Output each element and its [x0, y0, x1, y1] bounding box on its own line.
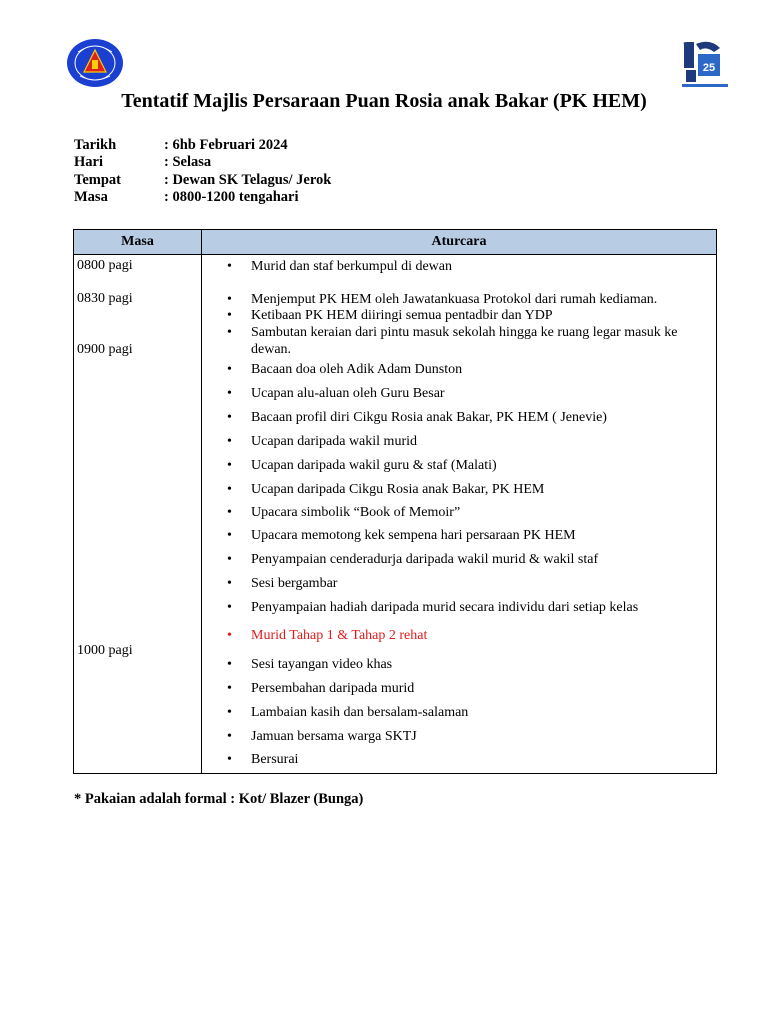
info-label: Hari: [74, 154, 103, 171]
agenda-text: Penyampaian hadiah daripada murid secara individu dari setiap kelas: [251, 600, 639, 615]
dress-code-note: * Pakaian adalah formal : Kot/ Blazer (Bunga): [74, 791, 364, 807]
agenda-item: [227, 291, 707, 308]
bullet-icon: •: [227, 657, 232, 672]
info-row-venue: [74, 172, 331, 189]
agenda-text: Sesi bergambar: [251, 576, 338, 591]
bullet-icon: •: [227, 552, 232, 567]
info-value: : Selasa: [164, 154, 212, 171]
time-cell: 1000 pagi: [77, 643, 133, 658]
logo-number: 25: [702, 62, 716, 74]
agenda-text: Lambaian kasih dan bersalam-salaman: [251, 705, 469, 720]
agenda-item: [227, 385, 707, 402]
agenda-item: [227, 527, 707, 544]
agenda-item: [227, 457, 707, 474]
agenda-item: [227, 361, 707, 378]
bullet-icon: •: [227, 600, 232, 615]
bullet-icon: •: [227, 482, 232, 497]
agenda-item: [227, 680, 707, 697]
bullet-icon: •: [227, 308, 232, 323]
header-aturcara: Aturcara: [431, 234, 487, 249]
bullet-icon: •: [227, 528, 232, 543]
agenda-item: [227, 751, 707, 768]
column-divider: [201, 230, 202, 773]
event-info: [74, 137, 331, 206]
agenda-text: Ucapan alu-aluan oleh Guru Besar: [251, 386, 445, 401]
agenda-item: [227, 324, 707, 358]
agenda-text: Ucapan daripada Cikgu Rosia anak Bakar, PK HEM: [251, 482, 545, 497]
agenda-item: [227, 307, 707, 324]
agenda-item: [227, 409, 707, 426]
agenda-text: Persembahan daripada murid: [251, 681, 415, 696]
agenda-text: Ucapan daripada wakil guru & staf (Malati): [251, 458, 497, 473]
info-value: : 6hb Februari 2024: [164, 137, 288, 153]
agenda-item: [227, 481, 707, 498]
bullet-icon: •: [227, 681, 232, 696]
agenda-text: Bacaan profil diri Cikgu Rosia anak Bakar, PK HEM ( Jenevie): [251, 410, 607, 425]
agenda-item: [227, 258, 707, 275]
table-header: [74, 230, 716, 255]
agenda-text: Upacara memotong kek sempena hari persaraan PK HEM: [251, 528, 576, 543]
page-title: Tentatif Majlis Persaraan Puan Rosia anak Bakar (PK HEM): [121, 90, 647, 112]
agenda-text: Ketibaan PK HEM diiringi semua pentadbir dan YDP: [251, 308, 553, 323]
bullet-icon: •: [227, 752, 232, 767]
bullet-icon: •: [227, 325, 232, 340]
agenda-text: Murid Tahap 1 & Tahap 2 rehat: [251, 628, 428, 643]
bullet-icon: •: [227, 729, 232, 744]
agenda-item-highlight: [227, 627, 707, 644]
info-value: : 0800-1200 tengahari: [164, 188, 299, 205]
anniversary-logo: [680, 40, 730, 90]
agenda-item: [227, 433, 707, 450]
time-cell: 0900 pagi: [77, 342, 133, 357]
agenda-item: [227, 704, 707, 721]
bullet-icon: •: [227, 628, 232, 643]
bullet-icon: •: [227, 259, 232, 274]
bullet-icon: •: [227, 410, 232, 425]
bullet-icon: •: [227, 386, 232, 401]
bullet-icon: •: [227, 458, 232, 473]
schedule-table: [73, 229, 717, 774]
info-label: Tempat: [74, 171, 121, 188]
info-row-day: [74, 154, 331, 171]
info-row-time: [74, 189, 331, 206]
bullet-icon: •: [227, 505, 232, 520]
agenda-item: [227, 551, 707, 568]
school-logo: [66, 38, 124, 88]
agenda-text: Upacara simbolik “Book of Memoir”: [251, 505, 461, 520]
agenda-text: Penyampaian cenderadurja daripada wakil murid & wakil staf: [251, 552, 599, 567]
agenda-item: [227, 575, 707, 592]
agenda-text: Sambutan keraian dari pintu masuk sekolah hingga ke ruang legar masuk ke dewan.: [251, 325, 678, 357]
info-label: Masa: [74, 188, 108, 205]
info-label: Tarikh: [74, 137, 117, 153]
agenda-text: Bersurai: [251, 752, 299, 767]
time-cell: 0830 pagi: [77, 291, 133, 306]
agenda-text: Jamuan bersama warga SKTJ: [251, 729, 417, 744]
info-value: : Dewan SK Telagus/ Jerok: [164, 171, 332, 188]
bullet-icon: •: [227, 576, 232, 591]
agenda-text: Bacaan doa oleh Adik Adam Dunston: [251, 362, 463, 377]
agenda-item: [227, 599, 707, 616]
bullet-icon: •: [227, 434, 232, 449]
bullet-icon: •: [227, 292, 232, 307]
bullet-icon: •: [227, 705, 232, 720]
agenda-text: Sesi tayangan video khas: [251, 657, 393, 672]
bullet-icon: •: [227, 362, 232, 377]
header-masa: Masa: [121, 234, 154, 249]
agenda-text: Menjemput PK HEM oleh Jawatankuasa Protokol dari rumah kediaman.: [251, 292, 658, 307]
agenda-text: Ucapan daripada wakil murid: [251, 434, 417, 449]
agenda-item: [227, 728, 707, 745]
agenda-text: Murid dan staf berkumpul di dewan: [251, 259, 453, 274]
time-cell: 0800 pagi: [77, 258, 133, 273]
info-row-date: [74, 137, 331, 154]
agenda-item: [227, 656, 707, 673]
agenda-item: [227, 504, 707, 521]
